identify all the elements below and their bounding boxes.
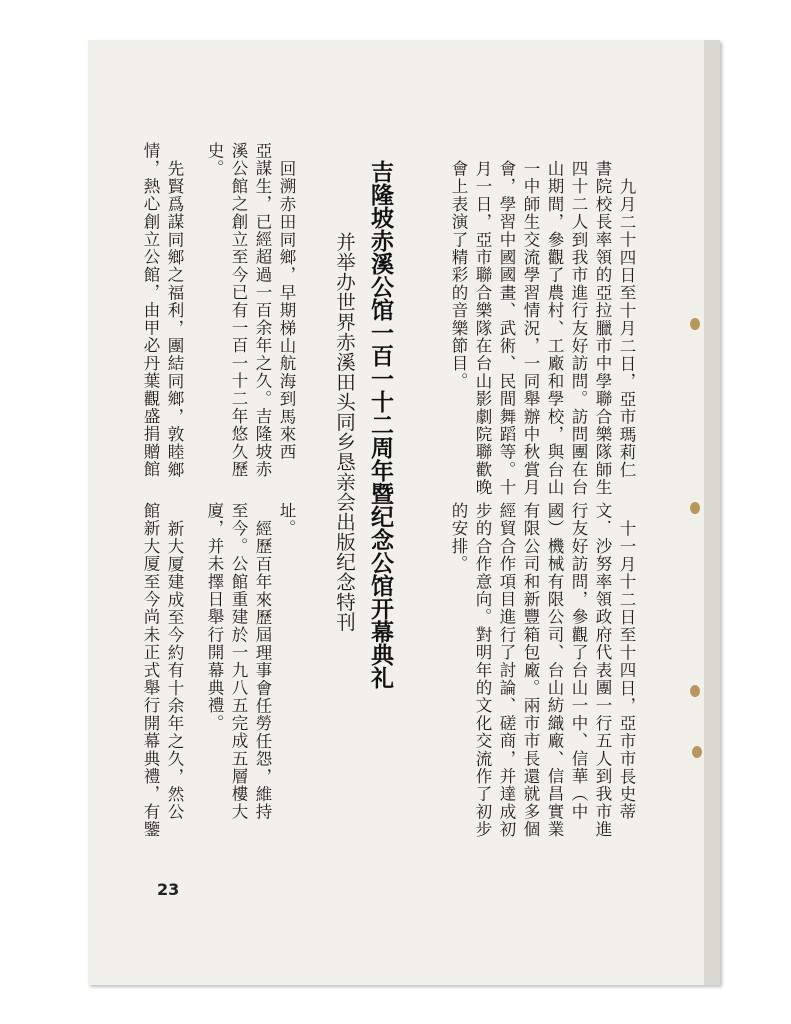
text-column: 情，熱心創立公館，由甲必丹葉觀盛捐贈館 xyxy=(141,142,160,479)
text-column: 文．沙努率領政府代表團一行五人到我市進 xyxy=(593,502,612,839)
text-column: 十一月十二日至十四日，亞市市長史蒂 xyxy=(617,520,636,821)
text-column: 溪公館之創立至今已有一百一十二年悠久歷 xyxy=(229,142,248,479)
text-column: 經歷百年來歷屆理事會任勞任怨，維持 xyxy=(253,520,272,821)
text-column: 步的合作意向。對明年的文化交流作了初步 xyxy=(473,502,492,839)
text-column: 館新大厦至今尚未正式舉行開幕典禮，有鑒 xyxy=(141,502,160,839)
text-column: 廈，并未擇日舉行開幕典禮。 xyxy=(205,502,224,733)
text-column: 史。 xyxy=(205,142,224,178)
feature-subtitle: 并举办世界赤溪田头同乡恳亲会出版纪念特刊 xyxy=(333,232,356,632)
text-column: 會上表演了精彩的音樂節目。 xyxy=(449,160,468,391)
binding-hole xyxy=(690,318,700,330)
page-edge xyxy=(704,40,720,985)
binding-hole xyxy=(692,746,702,758)
text-column: 行友好訪問，參觀了台山一中、信華（中 xyxy=(569,502,588,821)
text-column: 一中師生交流學習情況，一同舉辦中秋賞月 xyxy=(521,160,540,497)
text-column: 月一日，亞市聯合樂隊在台山影劇院聯歡晚 xyxy=(473,160,492,497)
text-column: 四十二人到我市進行友好訪問。訪問團在台 xyxy=(569,160,588,497)
text-column: 址。 xyxy=(277,502,296,538)
text-column: 九月二十四日至十月二日，亞市瑪莉仁 xyxy=(617,178,636,479)
page-number: 23 xyxy=(157,880,180,899)
text-column: 書院校長率領的亞拉臘市中學聯合樂隊師生 xyxy=(593,160,612,497)
binding-hole xyxy=(690,685,700,697)
text-column: 有限公司和新豐箱包廠。兩市市長還就多個 xyxy=(521,502,540,839)
binding-hole xyxy=(690,502,700,514)
feature-title: 吉隆坡赤溪公馆一百一十二周年暨纪念公馆开幕典礼 xyxy=(367,160,393,689)
text-column: 亞謀生，已經超過一百余年之久。吉隆坡赤 xyxy=(253,142,272,479)
text-column: 會，學習中國國畫、武術、民間舞蹈等。十 xyxy=(497,160,516,497)
text-column: 山期間，參觀了農村、工廠和學校，與台山 xyxy=(545,160,564,497)
text-column: 的安排。 xyxy=(449,502,468,573)
text-column: 新大厦建成至今約有十余年之久，然公 xyxy=(165,520,184,821)
text-column: 國）機械有限公司、台山紡織廠、信昌實業 xyxy=(545,502,564,839)
text-column: 回溯赤田同鄉，早期梯山航海到馬來西 xyxy=(277,160,296,461)
text-column: 先賢爲謀同鄉之福利，團結同鄉，敦睦鄉 xyxy=(165,160,184,479)
text-column: 經貿合作項目進行了討論、磋商，并達成初 xyxy=(497,502,516,839)
text-column: 至今。公館重建於一九八五完成五層樓大 xyxy=(229,502,248,821)
